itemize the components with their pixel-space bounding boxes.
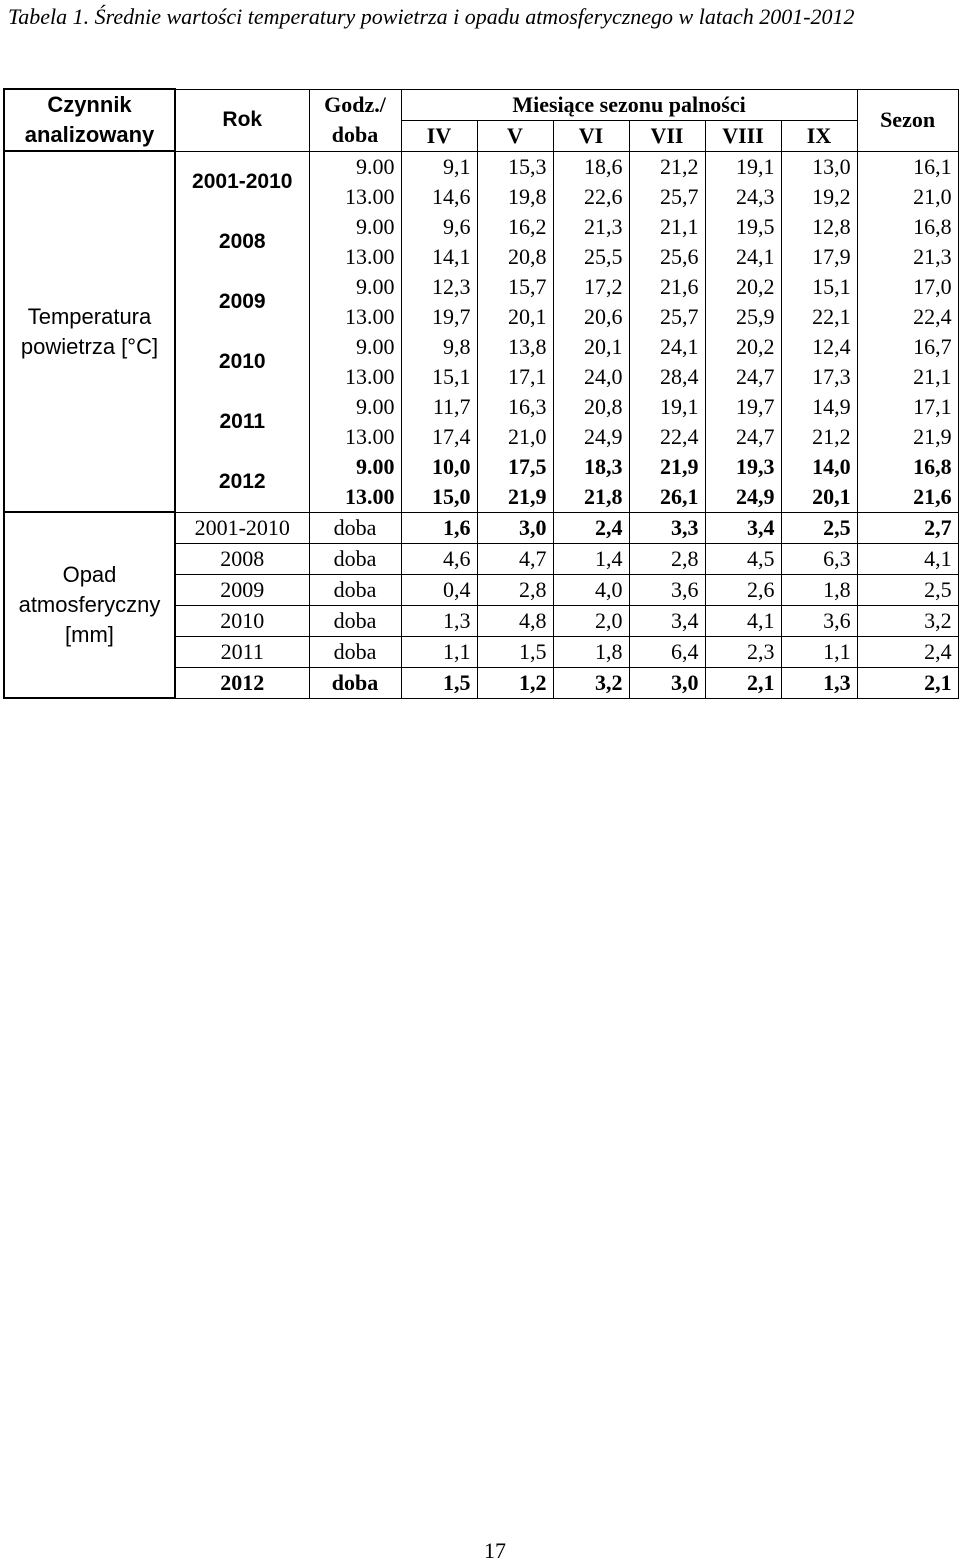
- header-season: Sezon: [857, 89, 958, 151]
- month-value: 17,9: [781, 242, 857, 272]
- hour-cell: doba: [309, 512, 401, 543]
- month-value: 3,4: [629, 605, 705, 636]
- year-cell: 2009: [175, 574, 309, 605]
- month-value: 14,9: [781, 392, 857, 422]
- header-month: VIII: [705, 120, 781, 151]
- year-cell: 2010: [175, 332, 309, 392]
- month-value: 16,3: [477, 392, 553, 422]
- season-value: 21,1: [857, 362, 958, 392]
- month-value: 6,3: [781, 543, 857, 574]
- month-value: 24,7: [705, 422, 781, 452]
- hour-cell: doba: [309, 605, 401, 636]
- month-value: 24,9: [553, 422, 629, 452]
- month-value: 26,1: [629, 482, 705, 513]
- month-value: 11,7: [401, 392, 477, 422]
- month-value: 12,8: [781, 212, 857, 242]
- month-value: 17,4: [401, 422, 477, 452]
- month-value: 25,6: [629, 242, 705, 272]
- season-value: 4,1: [857, 543, 958, 574]
- month-value: 1,3: [401, 605, 477, 636]
- month-value: 13,0: [781, 151, 857, 182]
- hour-cell: 13.00: [309, 242, 401, 272]
- season-value: 17,1: [857, 392, 958, 422]
- month-value: 19,5: [705, 212, 781, 242]
- year-cell: 2001-2010: [175, 151, 309, 212]
- month-value: 20,8: [553, 392, 629, 422]
- month-value: 20,1: [781, 482, 857, 513]
- month-value: 6,4: [629, 636, 705, 667]
- table-body: [4, 89, 958, 698]
- month-value: 3,0: [477, 512, 553, 543]
- season-value: 3,2: [857, 605, 958, 636]
- hour-cell: 13.00: [309, 422, 401, 452]
- month-value: 4,7: [477, 543, 553, 574]
- month-value: 1,4: [553, 543, 629, 574]
- year-cell: 2010: [175, 605, 309, 636]
- season-value: 21,3: [857, 242, 958, 272]
- month-value: 2,0: [553, 605, 629, 636]
- month-value: 3,2: [553, 667, 629, 698]
- month-value: 22,4: [629, 422, 705, 452]
- month-value: 25,9: [705, 302, 781, 332]
- month-value: 22,1: [781, 302, 857, 332]
- hour-cell: 9.00: [309, 392, 401, 422]
- month-value: 9,8: [401, 332, 477, 362]
- month-value: 25,7: [629, 182, 705, 212]
- month-value: 19,7: [705, 392, 781, 422]
- header-month: IV: [401, 120, 477, 151]
- month-value: 22,6: [553, 182, 629, 212]
- month-value: 15,0: [401, 482, 477, 513]
- month-value: 19,3: [705, 452, 781, 482]
- month-value: 21,3: [553, 212, 629, 242]
- season-value: 2,4: [857, 636, 958, 667]
- year-cell: 2012: [175, 452, 309, 513]
- month-value: 1,5: [477, 636, 553, 667]
- month-value: 21,2: [781, 422, 857, 452]
- season-value: 22,4: [857, 302, 958, 332]
- header-months-group: Miesiące sezonu palności: [401, 89, 857, 120]
- header-month: VII: [629, 120, 705, 151]
- month-value: 25,7: [629, 302, 705, 332]
- season-value: 21,6: [857, 482, 958, 513]
- month-value: 4,5: [705, 543, 781, 574]
- month-value: 4,6: [401, 543, 477, 574]
- data-table: [3, 88, 959, 699]
- table-caption: Tabela 1. Średnie wartości temperatury powietrza i opadu atmosferycznego w latach 2001-2012: [8, 4, 855, 29]
- factor-precipitation: Opad atmosferyczny [mm]: [4, 512, 175, 698]
- month-value: 15,1: [401, 362, 477, 392]
- month-value: 24,1: [705, 242, 781, 272]
- month-value: 24,1: [629, 332, 705, 362]
- month-value: 3,4: [705, 512, 781, 543]
- season-value: 16,1: [857, 151, 958, 182]
- season-value: 16,8: [857, 212, 958, 242]
- year-cell: 2001-2010: [175, 512, 309, 543]
- month-value: 20,1: [553, 332, 629, 362]
- month-value: 15,3: [477, 151, 553, 182]
- header-hour: Godz./ doba: [309, 89, 401, 151]
- year-cell: 2009: [175, 272, 309, 332]
- month-value: 21,8: [553, 482, 629, 513]
- year-cell: 2008: [175, 543, 309, 574]
- month-value: 19,7: [401, 302, 477, 332]
- season-value: 21,0: [857, 182, 958, 212]
- month-value: 14,0: [781, 452, 857, 482]
- month-value: 19,2: [781, 182, 857, 212]
- month-value: 20,1: [477, 302, 553, 332]
- year-cell: 2011: [175, 636, 309, 667]
- month-value: 15,7: [477, 272, 553, 302]
- month-value: 9,1: [401, 151, 477, 182]
- month-value: 15,1: [781, 272, 857, 302]
- season-value: 16,8: [857, 452, 958, 482]
- month-value: 4,1: [705, 605, 781, 636]
- hour-cell: 9.00: [309, 272, 401, 302]
- page-number: 17: [484, 1538, 506, 1563]
- month-value: 1,1: [781, 636, 857, 667]
- month-value: 3,3: [629, 512, 705, 543]
- month-value: 2,8: [477, 574, 553, 605]
- season-value: 16,7: [857, 332, 958, 362]
- month-value: 19,1: [629, 392, 705, 422]
- month-value: 2,4: [553, 512, 629, 543]
- month-value: 1,8: [553, 636, 629, 667]
- month-value: 21,9: [477, 482, 553, 513]
- month-value: 25,5: [553, 242, 629, 272]
- month-value: 1,3: [781, 667, 857, 698]
- month-value: 9,6: [401, 212, 477, 242]
- month-value: 24,0: [553, 362, 629, 392]
- month-value: 20,2: [705, 332, 781, 362]
- month-value: 1,1: [401, 636, 477, 667]
- month-value: 0,4: [401, 574, 477, 605]
- month-value: 19,1: [705, 151, 781, 182]
- header-factor: Czynnik analizowany: [4, 89, 175, 151]
- season-value: 17,0: [857, 272, 958, 302]
- hour-cell: 13.00: [309, 302, 401, 332]
- hour-cell: 13.00: [309, 482, 401, 513]
- month-value: 2,8: [629, 543, 705, 574]
- month-value: 14,1: [401, 242, 477, 272]
- month-value: 19,8: [477, 182, 553, 212]
- month-value: 1,8: [781, 574, 857, 605]
- month-value: 17,3: [781, 362, 857, 392]
- month-value: 1,2: [477, 667, 553, 698]
- month-value: 21,2: [629, 151, 705, 182]
- month-value: 21,6: [629, 272, 705, 302]
- hour-cell: 9.00: [309, 332, 401, 362]
- month-value: 10,0: [401, 452, 477, 482]
- header-month: V: [477, 120, 553, 151]
- month-value: 18,3: [553, 452, 629, 482]
- month-value: 20,6: [553, 302, 629, 332]
- table-row: [4, 512, 958, 543]
- month-value: 21,9: [629, 452, 705, 482]
- month-value: 28,4: [629, 362, 705, 392]
- factor-temperature: Temperatura powietrza [°C]: [4, 151, 175, 512]
- season-value: 2,7: [857, 512, 958, 543]
- season-value: 2,5: [857, 574, 958, 605]
- year-cell: 2011: [175, 392, 309, 452]
- header-month: VI: [553, 120, 629, 151]
- month-value: 17,2: [553, 272, 629, 302]
- month-value: 12,4: [781, 332, 857, 362]
- month-value: 4,0: [553, 574, 629, 605]
- month-value: 21,1: [629, 212, 705, 242]
- hour-cell: 9.00: [309, 212, 401, 242]
- month-value: 3,0: [629, 667, 705, 698]
- month-value: 24,7: [705, 362, 781, 392]
- hour-cell: doba: [309, 667, 401, 698]
- month-value: 24,9: [705, 482, 781, 513]
- table-row: [4, 151, 958, 182]
- header-year: Rok: [175, 89, 309, 151]
- month-value: 20,8: [477, 242, 553, 272]
- month-value: 14,6: [401, 182, 477, 212]
- month-value: 21,0: [477, 422, 553, 452]
- month-value: 3,6: [629, 574, 705, 605]
- month-value: 4,8: [477, 605, 553, 636]
- month-value: 3,6: [781, 605, 857, 636]
- month-value: 17,1: [477, 362, 553, 392]
- year-cell: 2008: [175, 212, 309, 272]
- month-value: 12,3: [401, 272, 477, 302]
- hour-cell: 13.00: [309, 362, 401, 392]
- month-value: 17,5: [477, 452, 553, 482]
- month-value: 2,5: [781, 512, 857, 543]
- hour-cell: doba: [309, 574, 401, 605]
- hour-cell: doba: [309, 543, 401, 574]
- month-value: 1,6: [401, 512, 477, 543]
- season-value: 21,9: [857, 422, 958, 452]
- hour-cell: 9.00: [309, 151, 401, 182]
- header-month: IX: [781, 120, 857, 151]
- month-value: 2,1: [705, 667, 781, 698]
- month-value: 2,3: [705, 636, 781, 667]
- season-value: 2,1: [857, 667, 958, 698]
- month-value: 18,6: [553, 151, 629, 182]
- month-value: 16,2: [477, 212, 553, 242]
- month-value: 24,3: [705, 182, 781, 212]
- hour-cell: 13.00: [309, 182, 401, 212]
- hour-cell: 9.00: [309, 452, 401, 482]
- month-value: 13,8: [477, 332, 553, 362]
- month-value: 20,2: [705, 272, 781, 302]
- month-value: 1,5: [401, 667, 477, 698]
- year-cell: 2012: [175, 667, 309, 698]
- month-value: 2,6: [705, 574, 781, 605]
- hour-cell: doba: [309, 636, 401, 667]
